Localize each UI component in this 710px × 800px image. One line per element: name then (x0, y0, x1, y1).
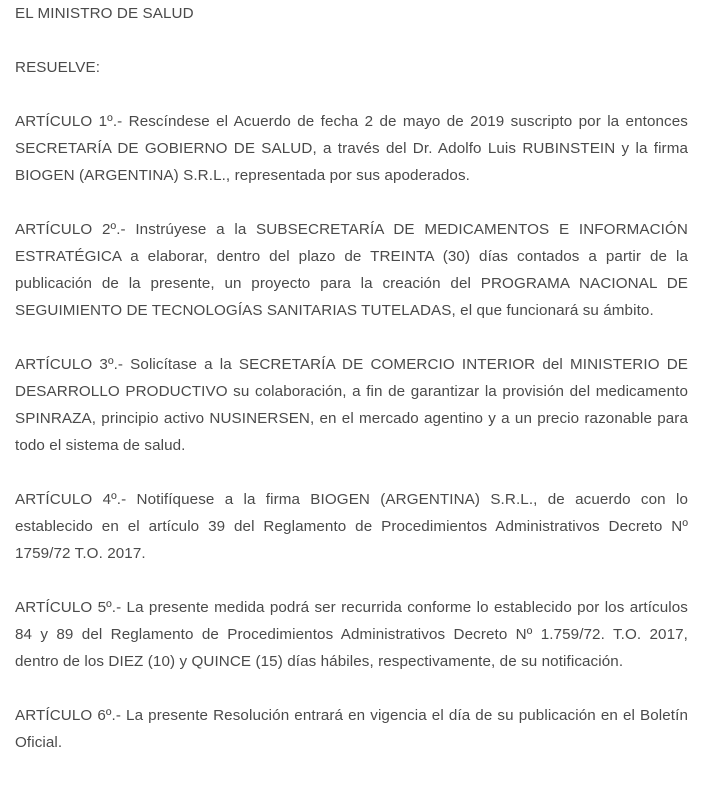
article-3: ARTÍCULO 3º.- Solicítase a la SECRETARÍA DE COMERCIO INTERIOR del MINISTERIO DE DESARROLLO PRODUCTIVO su colaboración, a fin de garantizar la provisión del medicamento SPINRAZA, principio activo NUSINERSEN, en el mercado agentino y a un precio razonable para todo el sistema de salud. (15, 356, 688, 454)
article-4: ARTÍCULO 4º.- Notifíquese a la firma BIOGEN (ARGENTINA) S.R.L., de acuerdo con lo establecido en el artículo 39 del Reglamento de Procedimientos Administrativos Decreto Nº 1759/72 T.O. 2017. (15, 491, 688, 562)
article-2: ARTÍCULO 2º.- Instrúyese a la SUBSECRETARÍA DE MEDICAMENTOS E INFORMACIÓN ESTRATÉGICA a elaborar, dentro del plazo de TREINTA (30) días contados a partir de la publicación de la presente, un proyecto para la creación del PROGRAMA NACIONAL DE SEGUIMIENTO DE TECNOLOGÍAS SANITARIAS TUTELADAS, el que funcionará su ámbito. (15, 221, 688, 319)
article-6: ARTÍCULO 6º.- La presente Resolución entrará en vigencia el día de su publicación en el Boletín Oficial. (15, 707, 688, 751)
resolve-heading: RESUELVE: (15, 59, 101, 76)
article-1: ARTÍCULO 1º.- Rescíndese el Acuerdo de fecha 2 de mayo de 2019 suscripto por la entonces SECRETARÍA DE GOBIERNO DE SALUD, a través del Dr. Adolfo Luis RUBINSTEIN y la firma BIOGEN (ARGENTINA) S.R.L., representada por sus apoderados. (15, 113, 688, 184)
document-body (15, 0, 688, 783)
article-5: ARTÍCULO 5º.- La presente medida podrá ser recurrida conforme lo establecido por los artículos 84 y 89 del Reglamento de Procedimientos Administrativos Decreto Nº 1.759/72. T.O. 2017, dentro de los DIEZ (10) y QUINCE (15) días hábiles, respectivamente, de su notificación. (15, 599, 688, 670)
document-heading: EL MINISTRO DE SALUD (15, 5, 194, 22)
